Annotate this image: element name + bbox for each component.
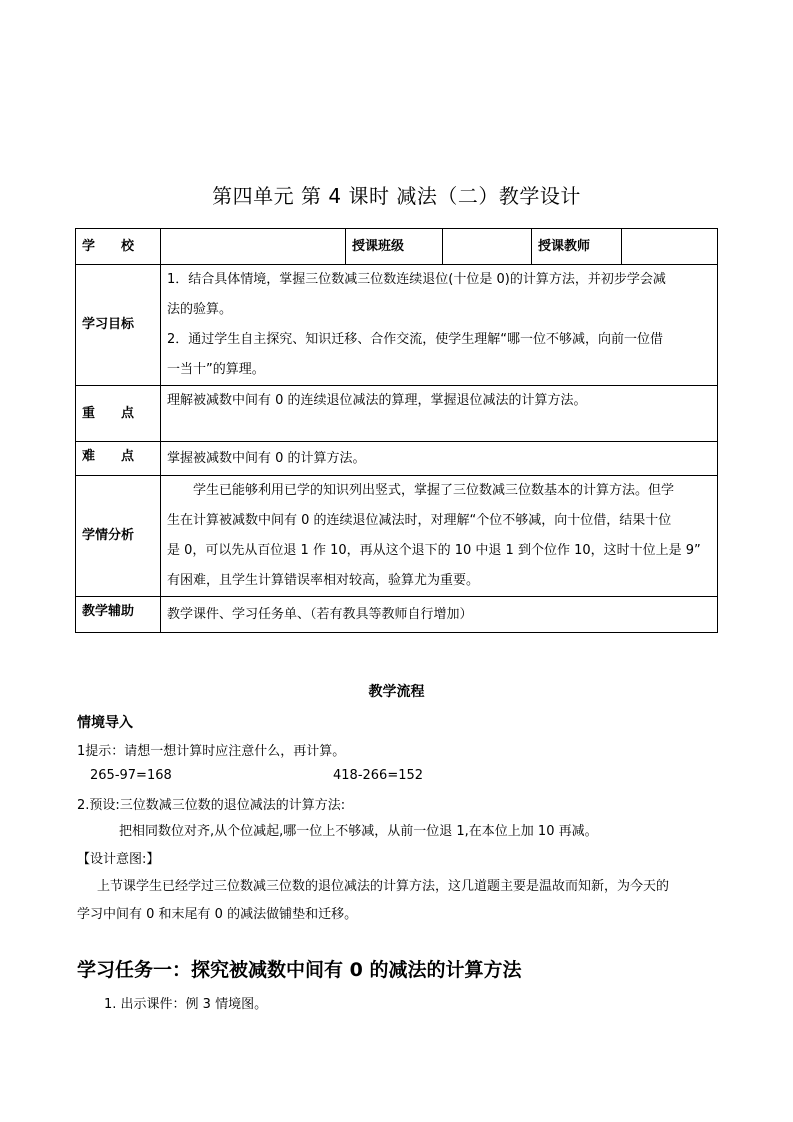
row-goals	[76, 265, 718, 386]
difficult-point-value: 掌握被减数中间有 0 的计算方法。	[161, 442, 718, 476]
calc-2: 418-266=152	[333, 768, 424, 783]
row-aids	[76, 597, 718, 633]
teacher-label: 授课教师	[532, 229, 622, 265]
hint-text: 1提示：请想一想计算时应注意什么，再计算。	[77, 744, 346, 759]
method-text: 把相同数位对齐,从个位减起,哪一位上不够减，从前一位退 1,在本位上加 10 再减。	[119, 824, 598, 839]
design-intent-line-2: 学习中间有 0 和末尾有 0 的减法做铺垫和迁移。	[77, 907, 358, 922]
goals-label: 学习目标	[76, 265, 161, 386]
row-key	[76, 386, 718, 442]
class-value	[443, 229, 532, 265]
row-difficult	[76, 442, 718, 476]
key-point-value: 理解被减数中间有 0 的连续退位减法的算理，掌握退位减法的计算方法。	[161, 386, 718, 442]
analysis-line-2: 生在计算被减数中间有 0 的连续退位减法时，对理解“个位不够减，向十位借，结果十位	[167, 513, 672, 528]
goal-1-line-b: 法的验算。	[167, 302, 233, 317]
aids-value: 教学课件、学习任务单、（若有教具等教师自行增加）	[161, 597, 718, 633]
calc-1: 265-97=168	[90, 768, 172, 783]
goal-2-line-b: 一当十”的算理。	[167, 362, 265, 377]
school-value	[161, 229, 346, 265]
goals-value	[161, 265, 718, 386]
design-intent-line-1: 上节课学生已经学过三位数减三位数的退位减法的计算方法，这几道题主要是温故而知新，为今天的	[97, 879, 670, 894]
task-1-title: 学习任务一：探究被减数中间有 0 的减法的计算方法	[77, 959, 522, 981]
difficult-point-label: 难 点	[76, 442, 161, 476]
school-label: 学 校	[76, 229, 161, 265]
aids-label: 教学辅助	[76, 597, 161, 633]
task-1-step-1: 1. 出示课件：例 3 情境图。	[104, 997, 268, 1012]
goal-2-line-a: 2．通过学生自主探究、知识迁移、合作交流，使学生理解“哪一位不够减，向前一位借	[167, 332, 664, 347]
teacher-value	[622, 229, 718, 265]
preset-text: 2.预设:三位数减三位数的退位减法的计算方法:	[77, 798, 346, 813]
intro-heading: 情境导入	[77, 715, 133, 731]
analysis-line-1: 学生已能够利用已学的知识列出竖式，掌握了三位数减三位数基本的计算方法。但学	[193, 483, 675, 498]
analysis-line-4: 有困难，且学生计算错误率相对较高，验算尤为重要。	[167, 573, 480, 588]
lesson-info-table	[75, 228, 718, 633]
row-school	[76, 229, 718, 265]
document-title: 第四单元 第 4 课时 减法（二）教学设计	[212, 184, 581, 208]
analysis-label: 学情分析	[76, 476, 161, 597]
analysis-line-3: 是 0，可以先从百位退 1 作 10，再从这个退下的 10 中退 1 到个位作 10，这时十位上是 9”	[167, 543, 701, 558]
goal-1-line-a: 1．结合具体情境，掌握三位数减三位数连续退位(十位是 0)的计算方法，并初步学会减	[167, 272, 666, 287]
flow-heading: 教学流程	[368, 684, 425, 700]
key-point-label: 重 点	[76, 386, 161, 442]
class-label: 授课班级	[346, 229, 443, 265]
design-intent-label: 【设计意图:】	[77, 852, 160, 867]
analysis-value	[161, 476, 718, 597]
row-analysis	[76, 476, 718, 597]
